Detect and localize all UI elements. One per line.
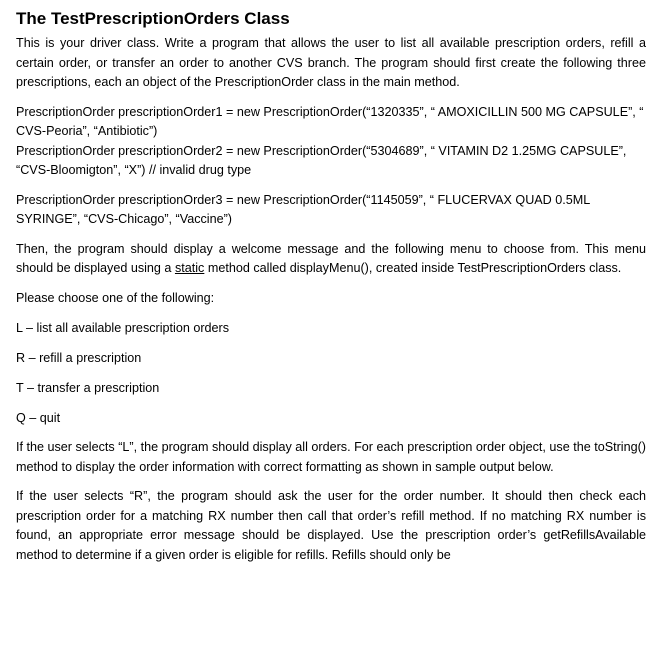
menu-description-paragraph [16,240,646,279]
order2-code: PrescriptionOrder prescriptionOrder2 = new PrescriptionOrder(“5304689”, “ VITAMIN D2 1.25MG CAPSULE”, “CVS-Bloomigton”, “X”) // invalid drug type [16,143,627,177]
refill-option-paragraph: If the user selects “R”, the program should ask the user for the order number. It should then check each prescription order for a matching RX number then call that order’s refill method. If no matching RX number is found, an appropriate error message should be displayed. Use the prescription order’s getRefillsAvailable method to determine if a given order is eligible for refills. Refills should only be [16,489,646,562]
list-option-paragraph: If the user selects “L”, the program should display all orders. For each prescription order object, use the toString() method to display the order information with correct formatting as shown in sample output below. [16,440,646,474]
intro-paragraph: This is your driver class. Write a program that allows the user to list all available prescription orders, refill a certain order, or transfer an order to another CVS branch. The program should first create the following three prescriptions, each an object of the PrescriptionOrder class in the main method. [16,36,646,89]
menu-item-list: L – list all available prescription orders [16,320,230,335]
order3-code: PrescriptionOrder prescriptionOrder3 = new PrescriptionOrder(“1145059”, “ FLUCERVAX QUAD 0.5ML SYRINGE”, “CVS-Chicago”, “Vaccine”) [16,192,590,226]
menu-item-refill: R – refill a prescription [16,350,142,365]
document-page [16,8,646,565]
order1-code: PrescriptionOrder prescriptionOrder1 = new PrescriptionOrder(“1320335”, “ AMOXICILLIN 500 MG CAPSULE”, “ CVS-Peoria”, “Antibiotic”) [16,104,644,138]
static-keyword: static [174,261,205,275]
order-definitions-1-2 [16,103,646,181]
menu-item-quit: Q – quit [16,410,61,425]
section-title: The TestPrescriptionOrders Class [16,9,290,28]
menu-item-transfer: T – transfer a prescription [16,380,160,395]
menu-description-after: method called displayMenu(), created inside TestPrescriptionOrders class. [204,261,622,275]
menu-prompt: Please choose one of the following: [16,290,215,305]
order-definition-3 [16,191,646,230]
menu-description-before: Then, the program should display a welcome message and the following menu to choose from. This menu should be displayed using a [16,241,646,275]
